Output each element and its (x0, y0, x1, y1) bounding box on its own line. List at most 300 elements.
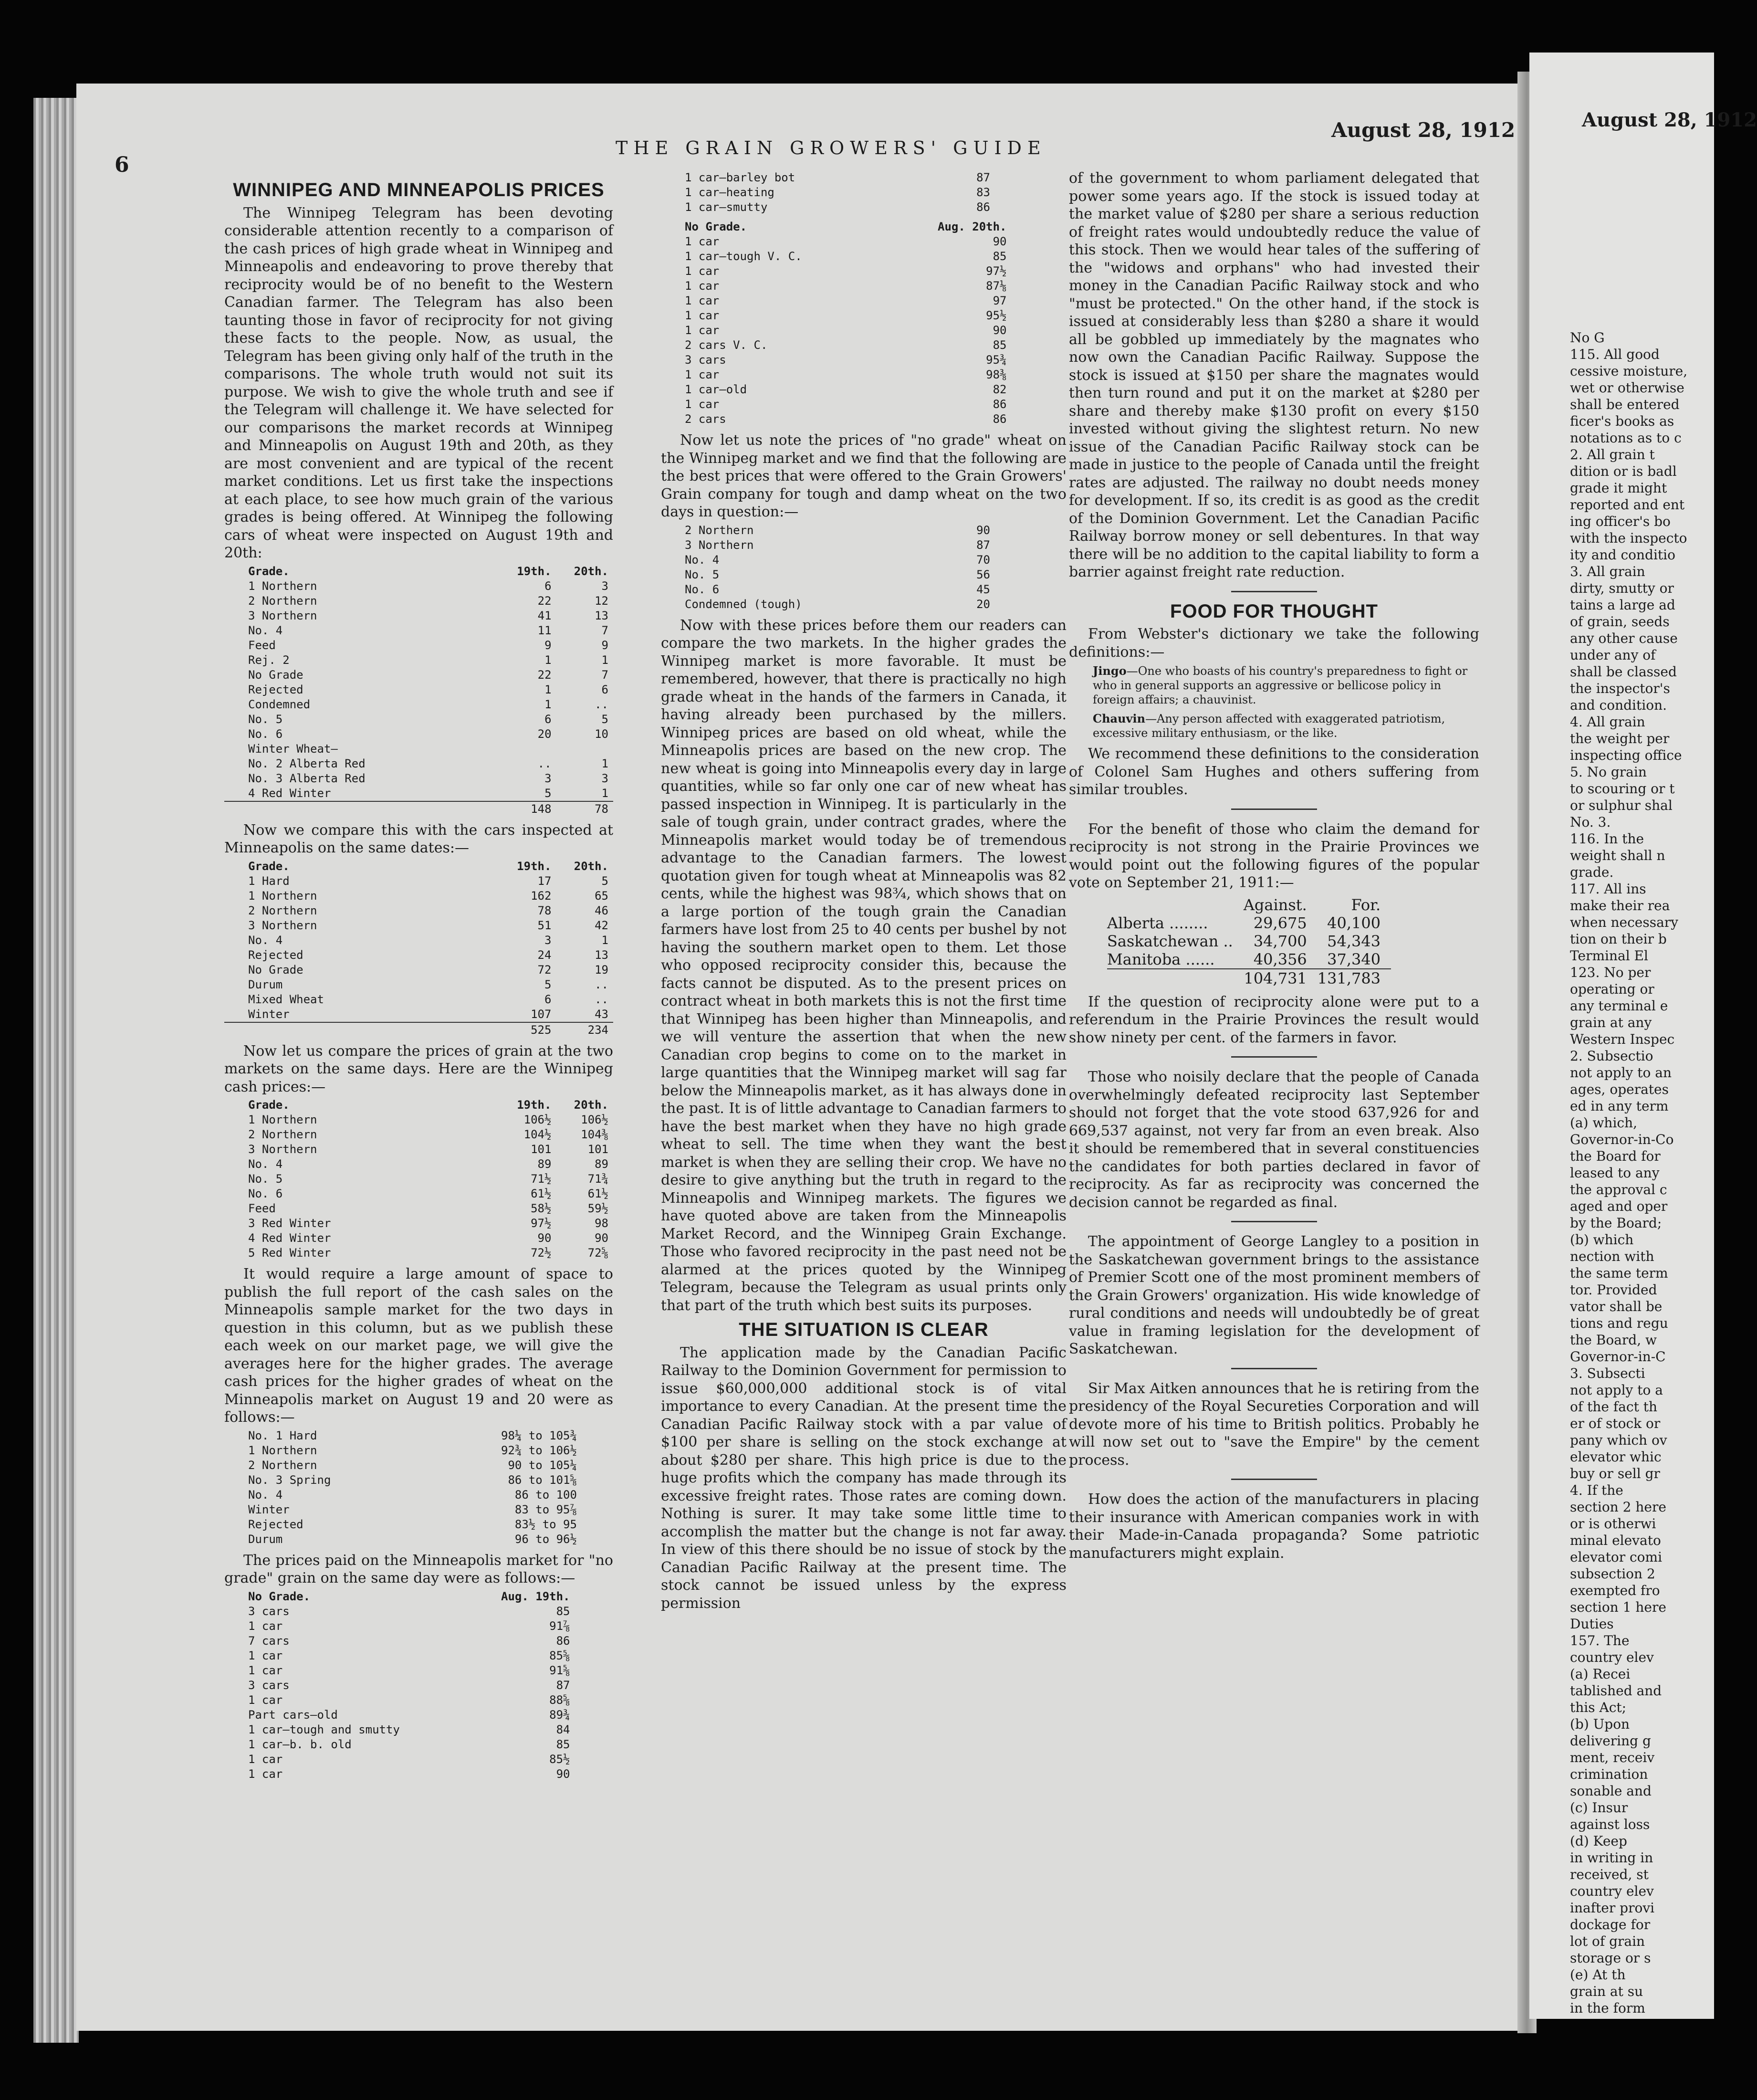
table-cell: 6 (544, 712, 552, 726)
table-total-row (224, 1022, 613, 1038)
table-header-row (661, 220, 1012, 234)
table-cell: 71½ (531, 1172, 552, 1186)
text-line: of the fact th (1570, 1399, 1658, 1415)
table-cell: 45 (976, 582, 990, 596)
table-cell: No. 6 (248, 1187, 283, 1200)
table-cell: 3 (544, 933, 552, 947)
table-cell: 90 (993, 235, 1007, 248)
text-line: shall be classed (1570, 664, 1677, 680)
table-row (224, 1231, 613, 1246)
text-line: No G (1570, 330, 1605, 346)
table-row (224, 1663, 575, 1678)
table-cell: 1 Hard (248, 874, 290, 888)
table-cell: 525 (499, 1022, 556, 1038)
table-row (661, 597, 995, 612)
table-row (224, 992, 613, 1007)
table-row (661, 308, 1012, 323)
table-row (224, 1648, 575, 1663)
text-line: (a) which, (1570, 1115, 1638, 1131)
text-line: tablished and (1570, 1683, 1662, 1699)
table-cell: 90 (556, 1767, 570, 1781)
table-cell: 1 car (685, 368, 720, 381)
table-cell: 87 (976, 171, 990, 184)
text-line: grain at su (1570, 1984, 1643, 1999)
text-line: 116. In the (1570, 831, 1644, 847)
table-cell: Part cars—old (248, 1708, 338, 1722)
text-line: (b) Upon (1570, 1716, 1630, 1732)
next-page-date: August 28, 1912 (1582, 109, 1757, 131)
table-row (224, 1678, 575, 1693)
table-cell: 90 (993, 324, 1007, 337)
text-line: (d) Keep (1570, 1833, 1627, 1849)
table-cell: 83 to 95⅞ (514, 1502, 577, 1516)
table-header-row (224, 1589, 575, 1604)
table-cell: 24 (537, 948, 552, 962)
divider (1231, 1368, 1317, 1369)
table-cell: 72⅝ (587, 1246, 608, 1260)
table-cell: 83½ to 95 (514, 1517, 577, 1531)
table-cell: No Grade. (685, 220, 747, 233)
table-row (661, 582, 995, 597)
table-cell: 9 (544, 638, 552, 652)
text-line: the Board for (1570, 1148, 1661, 1164)
table-cell: 5 (544, 977, 552, 991)
text-line: reported and ent (1570, 497, 1685, 513)
table-cell: 19 (595, 963, 608, 976)
text-line: in writing in (1570, 1850, 1653, 1866)
article-title: WINNIPEG AND MINNEAPOLIS PRICES (233, 179, 605, 200)
no-grade-aug20-table (661, 220, 1012, 427)
table-cell: No. 5 (685, 567, 720, 581)
table-cell: 92¾ to 106½ (501, 1443, 577, 1457)
table-cell: 1 (544, 653, 552, 667)
divider (1231, 591, 1317, 592)
table-cell: 1 (544, 697, 552, 711)
table-cell: 22 (537, 594, 552, 608)
text-line: 123. No per (1570, 965, 1651, 980)
table-cell: 2 Northern (248, 1458, 317, 1472)
text-line: country elev (1570, 1649, 1654, 1665)
divider (1231, 808, 1317, 810)
text-line: dockage for (1570, 1917, 1651, 1932)
table-cell: 61½ (587, 1187, 608, 1200)
table-cell: 5 (601, 712, 608, 726)
table-cell: .. (537, 756, 552, 770)
table-cell: 84 (556, 1722, 570, 1736)
table-row (224, 756, 613, 771)
text-line: tains a large ad (1570, 597, 1675, 613)
table-row (224, 623, 613, 638)
table-cell: 1 car (248, 1767, 283, 1781)
text-line: ing officer's bo (1570, 514, 1671, 529)
table-row (661, 234, 1012, 249)
table-cell: 5 (601, 874, 608, 888)
table-cell: 106½ (523, 1113, 552, 1126)
table-cell: 12 (595, 594, 608, 608)
table-cell: 3 cars (685, 353, 726, 367)
table-cell: 20th. (574, 564, 608, 578)
table-cell: No. 4 (248, 1488, 283, 1502)
table-cell: 2 Northern (248, 903, 317, 917)
table-header-row (224, 1098, 613, 1113)
text-line: dirty, smutty or (1570, 580, 1674, 596)
article-paragraph: The application made by the Canadian Pacific Railway to the Dominion Government for permission to issue $60,000,000 additional stock is of vital importance to every Canadian. At the present time the Canadian Pacific Railway stock with a par value of $100 per share is selling on the stock exchange at about $280 per share. This high price is due to the huge profits which the company has made through its excessive freight rates. Those rates are coming down. Nothing is surer. It may take some little time to accomplish the matter but the change is not far away. In view of this there should be no issue of stock by the Canadian Pacific Railway at the present time. The stock cannot be issued unless by the express permission (661, 1344, 1067, 1612)
table-row (224, 682, 613, 697)
text-line: storage or s (1570, 1950, 1651, 1966)
table-cell (499, 742, 556, 756)
text-line: operating or (1570, 981, 1654, 997)
table-cell: 2 cars (685, 412, 726, 426)
table-cell: 1 (601, 756, 608, 770)
table-row (224, 1532, 582, 1547)
table-row (661, 264, 1012, 279)
table-cell: 58½ (531, 1202, 552, 1215)
table-row (224, 712, 613, 727)
text-line: 2. Subsectio (1570, 1048, 1653, 1064)
text-line: inspecting office (1570, 747, 1682, 763)
table-cell: 10 (595, 727, 608, 741)
text-line: 115. All good (1570, 346, 1660, 362)
table-cell: 3 cars (248, 1604, 290, 1618)
table-header-row (224, 564, 613, 579)
table-cell: 95¾ (986, 353, 1007, 367)
table-cell: 98⅜ (986, 368, 1007, 381)
table-cell: 85⅝ (549, 1648, 570, 1662)
table-cell (556, 742, 613, 756)
text-line: the same term (1570, 1265, 1668, 1281)
table-row (661, 185, 995, 200)
column-1 (224, 181, 613, 1786)
table-cell: 101 (587, 1143, 608, 1156)
table-cell: 98¼ to 105¾ (501, 1428, 577, 1442)
table-cell: 90 to 105¼ (508, 1458, 577, 1472)
text-line: the weight per (1570, 731, 1670, 746)
right-page-partial-column (1570, 329, 1713, 2016)
table-cell: Aug. 20th. (938, 220, 1007, 233)
table-row (661, 412, 1012, 427)
article-title: THE SITUATION IS CLEAR (739, 1319, 989, 1340)
definition-term: Chauvin (1093, 712, 1146, 725)
text-line: elevator whic (1570, 1449, 1662, 1465)
text-line: cessive moisture, (1570, 363, 1688, 379)
table-row (224, 1246, 613, 1260)
table-cell: No. 5 (248, 712, 283, 726)
table-cell: 13 (595, 609, 608, 622)
table-cell: 3 (601, 771, 608, 785)
table-cell: 1 car (248, 1663, 283, 1677)
table-cell: 86 (993, 412, 1007, 426)
table-cell: 3 Northern (248, 1143, 317, 1156)
text-line: (a) Recei (1570, 1666, 1631, 1682)
table-row (224, 1216, 613, 1231)
article-paragraph: The prices paid on the Minneapolis market for "no grade" grain on the same day were as follows:— (224, 1552, 613, 1586)
table-cell: 91⅞ (549, 1619, 570, 1633)
table-cell: 5 (544, 786, 552, 800)
text-line: lot of grain (1570, 1933, 1645, 1949)
table-cell: 41 (537, 609, 552, 622)
table-row (661, 338, 1012, 353)
text-line: 3. Subsecti (1570, 1365, 1645, 1381)
table-row (661, 249, 1012, 264)
table-cell: 101 (531, 1143, 552, 1156)
table-total-row (224, 801, 613, 817)
table-cell: No Grade. (248, 1589, 311, 1603)
table-cell: 85½ (549, 1752, 570, 1766)
text-line: sonable and (1570, 1783, 1652, 1799)
table-cell: 1 car (248, 1619, 283, 1633)
table-row (224, 1767, 575, 1782)
table-cell: No. 4 (248, 933, 283, 947)
table-header-row (224, 859, 613, 874)
minneapolis-ranges-table (224, 1428, 582, 1547)
table-cell: 98 (595, 1217, 608, 1230)
table-cell: 85 (993, 250, 1007, 263)
table-cell: 20 (976, 597, 990, 611)
text-line: ity and conditio (1570, 547, 1675, 563)
table-cell: 13 (595, 948, 608, 962)
table-row (224, 1142, 613, 1157)
article-paragraph: From Webster's dictionary we take the following definitions:— (1069, 626, 1479, 661)
text-line: the inspector's (1570, 681, 1670, 696)
article-paragraph: Now let us compare the prices of grain at the two markets on the same days. Here are the Winnipeg cash prices:— (224, 1042, 613, 1095)
table-row (224, 1693, 575, 1708)
table-cell: 3 Northern (685, 538, 754, 552)
table-cell: Grade. (248, 564, 290, 578)
table-cell: 1 car (685, 324, 720, 337)
minneapolis-inspections-table (224, 859, 613, 1038)
table-cell: 1 car (685, 294, 720, 307)
definition-chauvin (1093, 712, 1479, 740)
table-row (224, 963, 613, 977)
table-cell: 1 Northern (248, 1113, 317, 1126)
text-line: tor. Provided (1570, 1282, 1657, 1298)
table-cell: 1 car (685, 279, 720, 293)
table-cell: 71¾ (587, 1172, 608, 1186)
text-line: No. 3. (1570, 814, 1611, 830)
table-cell: 1 car (685, 264, 720, 278)
text-line: 117. All ins (1570, 881, 1646, 897)
table-row (224, 874, 613, 889)
table-cell: No Grade (248, 668, 303, 682)
table-cell: 1 car—barley bot (685, 171, 795, 184)
table-header-row: Against. For. (1243, 895, 1381, 914)
text-line: ages, operates (1570, 1082, 1669, 1097)
table-cell: 22 (537, 668, 552, 682)
text-line: elevator comi (1570, 1549, 1663, 1565)
column-2 (661, 169, 1067, 1614)
text-line: 2. All grain t (1570, 447, 1655, 462)
table-cell: 3 cars (248, 1678, 290, 1692)
table-cell: Condemned (248, 697, 311, 711)
table-cell: Grade. (248, 1098, 290, 1112)
table-cell: 1 car—tough V. C. (685, 250, 802, 263)
text-line: and condition. (1570, 697, 1667, 713)
page-number: 6 (115, 153, 129, 177)
definition-text: —One who boasts of his country's preparedness to fight or who in general supports an aggressive or bellicose policy in foreign affairs; a chauvinist. (1093, 664, 1468, 706)
table-row (661, 294, 1012, 308)
divider (1231, 1056, 1317, 1058)
text-line: grade it might (1570, 480, 1667, 496)
text-line: vator shall be (1570, 1299, 1663, 1314)
table-cell: No. 1 Hard (248, 1428, 317, 1442)
table-cell: 7 (601, 623, 608, 637)
table-row (224, 579, 613, 594)
text-line: when necessary (1570, 914, 1678, 930)
text-line: inafter provi (1570, 1900, 1655, 1916)
table-cell: 85 (556, 1604, 570, 1618)
text-line: ment, receiv (1570, 1750, 1655, 1765)
article-paragraph: Now with these prices before them our readers can compare the two markets. In the higher grades the Winnipeg market is more favorable. It must be remembered, however, that there is practically no high grade wheat in the hands of the farmers in Canada, it having already been purchased by the millers. Winnipeg prices are based on old wheat, while the Minneapolis prices are based on the new crop. The new wheat is going into Minneapolis every day in large quantities, while so far only one car of new wheat has passed inspection in Winnipeg. It is particularly in the sale of tough grain, under contract grades, where the Minneapolis market would today be of tremendous advantage to the Canadian farmers. The lowest quotation given for tough wheat at Minneapolis was 82 cents, while the highest was 98¾, which shows that on a large portion of the tough grain the Canadian farmers have lost from 25 to 40 cents per bushel by not having the southern market open to them. Let those who opposed reciprocity consider this, because the facts cannot be disputed. As to the present prices on contract wheat in both markets this is not the first time that Winnipeg has been higher than Minneapolis, and we will venture the assertion that when the new Canadian crop begins to come on to the market in large quantities that the Winnipeg market will sag far below the Minneapolis market, as it has always done in the past. It is of little advantage to Canadian farmers to have the best market when they have no high grade wheat to sell. The time when they want the best market is when they are selling their crop. We have no desire to give anything but the truth in regard to the Minneapolis and Winnipeg markets. The figures we have quoted above are taken from the Minneapolis Market Record, and the Winnipeg Grain Exchange. Those who favored reciprocity in the past need not be alarmed at the prices quoted by the Winnipeg Telegram, because the Telegram as usual prints only that part of the truth which best suits its purposes. (661, 617, 1067, 1314)
table-cell: 42 (595, 918, 608, 932)
table-row (661, 279, 1012, 294)
table-row (224, 1172, 613, 1186)
table-cell: .. (595, 977, 608, 991)
table-cell: Rejected (248, 1517, 303, 1531)
table-cell: 20 (537, 727, 552, 741)
table-row (661, 200, 995, 215)
table-row (661, 538, 995, 553)
table-cell: 1 car (248, 1648, 283, 1662)
table-cell: No. 4 (248, 1157, 283, 1171)
text-line: subsection 2 (1570, 1566, 1655, 1582)
table-row (224, 948, 613, 963)
table-cell: 1 (544, 682, 552, 696)
table-cell (224, 801, 499, 817)
article-paragraph: Those who noisily declare that the people of Canada overwhelmingly defeated reciprocity last September should not forget that the vote stood 637,926 for and 669,537 against, not very far from an even break. Also it should be remembered that in several constituencies the candidates for both parties declared in favor of reciprocity. As far as reciprocity was concerned the decision cannot be regarded as final. (1069, 1069, 1479, 1211)
table-cell: 86 (993, 398, 1007, 411)
table-row: Manitoba ...... 40,356 37,340 (1107, 950, 1381, 968)
table-row (224, 1458, 582, 1473)
text-line: ed in any term (1570, 1098, 1669, 1114)
text-line: under any of (1570, 647, 1656, 663)
text-line: 5. No grain (1570, 764, 1647, 780)
table-cell: 1 car—heating (685, 186, 774, 199)
divider (1231, 1479, 1317, 1480)
table-row (224, 1157, 613, 1172)
table-cell: 1 car (685, 235, 720, 248)
table-cell: 59½ (587, 1202, 608, 1215)
table-cell: 3 (601, 579, 608, 593)
table-row (661, 397, 1012, 412)
text-line: (e) At th (1570, 1967, 1626, 1983)
table-cell: 86 (556, 1634, 570, 1648)
table-row (224, 1473, 582, 1488)
text-line: by the Board; (1570, 1215, 1662, 1231)
table-cell: Feed (248, 638, 276, 652)
table-row (661, 523, 995, 538)
table-cell: 19th. (517, 564, 552, 578)
text-line: section 2 here (1570, 1499, 1666, 1515)
text-line: 157. The (1570, 1633, 1630, 1648)
table-row (224, 653, 613, 668)
table-row (224, 1752, 575, 1767)
table-row (224, 727, 613, 742)
masthead: THE GRAIN GROWERS' GUIDE (616, 137, 1046, 158)
table-cell: 106½ (581, 1113, 608, 1126)
table-cell: 19th. (517, 1098, 552, 1112)
table-cell: 86 to 100 (514, 1488, 577, 1502)
table-cell: 20th. (574, 1098, 608, 1112)
text-line: er of stock or (1570, 1416, 1661, 1431)
table-cell: 6 (544, 992, 552, 1006)
text-line: 4. All grain (1570, 714, 1645, 730)
text-line: nection with (1570, 1249, 1654, 1264)
table-cell: No. 3 Alberta Red (248, 771, 366, 785)
table-row (661, 567, 995, 582)
table-row (224, 638, 613, 653)
article-paragraph: Now let us note the prices of "no grade" wheat on the Winnipeg market and we find that the following are the best prices that were offered to the Grain Growers' Grain company for tough and damp wheat on the two days in question:— (661, 432, 1067, 520)
table-cell: No. 4 (248, 623, 283, 637)
table-cell: 1 car—b. b. old (248, 1737, 352, 1751)
table-cell: 1 Northern (248, 579, 317, 593)
text-line: or is otherwi (1570, 1516, 1656, 1532)
table-cell: 97 (993, 294, 1007, 307)
table-cell: Mixed Wheat (248, 992, 324, 1006)
text-line: 4. If the (1570, 1482, 1623, 1498)
table-cell: 89 (595, 1157, 608, 1171)
table-row (224, 918, 613, 933)
article-paragraph: The appointment of George Langley to a position in the Saskatchewan government brings to the assistance of Premier Scott one of the most prominent members of the Grain Growers' organization. His wide knowledge of rural conditions and needs will undoubtedly be of great value in framing legislation for the development of Saskatchewan. (1069, 1233, 1479, 1357)
text-line: not apply to a (1570, 1382, 1663, 1398)
text-line: Governor-in-C (1570, 1349, 1666, 1365)
table-row (224, 903, 613, 918)
table-row (224, 1604, 575, 1619)
text-line: grain at any (1570, 1015, 1652, 1030)
text-line: Duties (1570, 1616, 1614, 1632)
text-line: Terminal El (1570, 948, 1648, 964)
table-cell: 90 (976, 523, 990, 537)
table-row (224, 1517, 582, 1532)
text-line: against loss (1570, 1816, 1650, 1832)
text-line: delivering g (1570, 1733, 1651, 1749)
table-row (224, 889, 613, 903)
table-cell: No. 2 Alberta Red (248, 756, 366, 770)
issue-date: August 28, 1912 (1331, 118, 1516, 142)
table-row (224, 1722, 575, 1737)
table-row (224, 1443, 582, 1458)
table-cell: 72 (537, 963, 552, 976)
table-cell: 87⅛ (986, 279, 1007, 293)
text-line: with the inspecto (1570, 530, 1687, 546)
table-cell: 1 (601, 653, 608, 667)
text-line: shall be entered (1570, 397, 1680, 412)
table-cell: Winter Wheat— (248, 742, 338, 756)
text-line: wet or otherwise (1570, 380, 1684, 396)
table-cell: 107 (531, 1007, 552, 1021)
text-line: minal elevato (1570, 1533, 1661, 1548)
article-title: FOOD FOR THOUGHT (1170, 600, 1378, 622)
table-cell: 2 Northern (248, 1128, 317, 1141)
table-cell: 9 (601, 638, 608, 652)
table-row (224, 594, 613, 609)
text-line: aged and oper (1570, 1198, 1668, 1214)
table-cell: 1 (601, 786, 608, 800)
table-cell: 46 (595, 903, 608, 917)
table-cell: 1 Northern (248, 1443, 317, 1457)
table-row (224, 933, 613, 948)
table-row (661, 353, 1012, 368)
table-row (224, 1737, 575, 1752)
table-row (661, 382, 1012, 397)
table-row (224, 668, 613, 682)
table-cell: 1 Northern (248, 889, 317, 903)
table-cell: Grade. (248, 859, 290, 873)
table-cell: 97½ (986, 264, 1007, 278)
table-row (224, 1634, 575, 1648)
table-row (661, 170, 995, 185)
text-line: any other cause (1570, 630, 1678, 646)
table-row (224, 1201, 613, 1216)
